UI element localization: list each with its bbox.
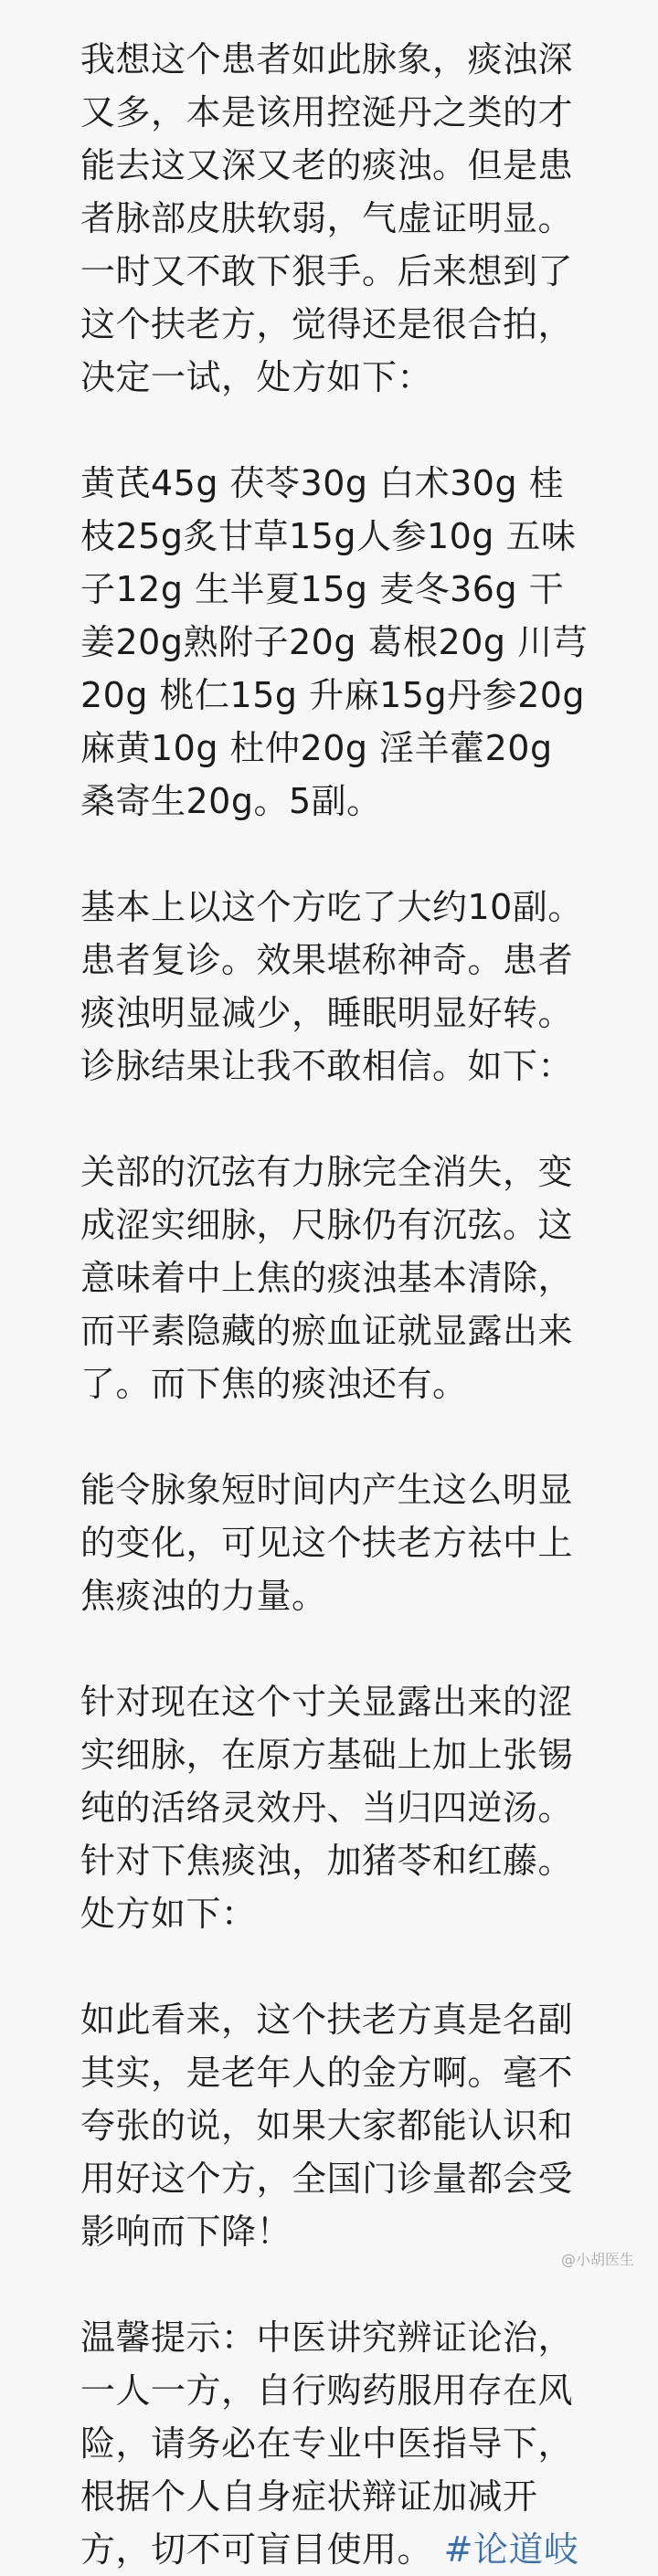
text-line: 成涩实细脉，尺脉仍有沉弦。这	[80, 1205, 574, 1245]
text-line: 针对下焦痰浊，加猪苓和红藤。	[80, 1841, 574, 1881]
text-line: 子12g 生半夏15g 麦冬36g 干	[80, 569, 565, 609]
paragraph	[80, 33, 629, 404]
text-line: 针对现在这个寸关显露出来的涩	[80, 1682, 574, 1722]
paragraph-gap	[80, 2258, 629, 2311]
article-body	[80, 33, 629, 2576]
text-line: 温馨提示：中医讲究辨证论治，	[80, 2317, 574, 2358]
text-line: 影响而下降！	[80, 2212, 292, 2252]
text-line: 了。而下焦的痰浊还有。	[80, 1364, 468, 1404]
text-line: 实细脉，在原方基础上加上张锡	[80, 1735, 574, 1775]
text-line: 桑寄生20g。5副。	[80, 781, 382, 821]
text-line-content: 方，切不可盲目使用。	[80, 2529, 433, 2570]
text-line: 根据个人自身症状辩证加减开	[80, 2476, 538, 2517]
text-line: 用好这个方，全国门诊量都会受	[80, 2159, 574, 2199]
paragraph-gap	[80, 404, 629, 457]
text-line: 意味着中上焦的痰浊基本清除，	[80, 1258, 574, 1298]
text-line: 患者复诊。效果堪称神奇。患者	[80, 940, 574, 980]
text-line: 又多，本是该用控涎丹之类的才	[80, 92, 574, 132]
text-line: 焦痰浊的力量。	[80, 1576, 327, 1616]
text-line: 者脉部皮肤软弱，气虚证明显。	[80, 198, 574, 238]
text-line: 如此看来，这个扶老方真是名副	[80, 2000, 574, 2040]
paragraph	[80, 881, 629, 1093]
text-line: 险，请务必在专业中医指导下，	[80, 2423, 574, 2464]
text-line: 的变化，可见这个扶老方祛中上	[80, 1523, 574, 1563]
text-line: 枝25g炙甘草15g人参10g 五味	[80, 516, 577, 556]
paragraph	[80, 1993, 629, 2258]
text-line: 痰浊明显减少，睡眠明显好转。	[80, 993, 574, 1033]
paragraph-gap	[80, 1622, 629, 1675]
text-line: 姜20g熟附子20g 葛根20g 川芎	[80, 622, 589, 662]
paragraph	[80, 1463, 629, 1622]
text-line: 基本上以这个方吃了大约10副。	[80, 887, 583, 927]
text-line: 20g 桃仁15g 升麻15g丹参20g	[80, 675, 586, 715]
text-line: 其实，是老年人的金方啊。毫不	[80, 2053, 574, 2093]
hashtag-link[interactable]: #论道岐	[443, 2529, 579, 2570]
paragraph	[80, 457, 629, 828]
text-line: 夸张的说，如果大家都能认识和	[80, 2106, 574, 2146]
text-line: 这个扶老方，觉得还是很合拍，	[80, 304, 574, 344]
paragraph-gap	[80, 828, 629, 881]
text-line: 麻黄10g 杜仲20g 淫羊藿20g	[80, 728, 553, 768]
paragraph	[80, 1675, 629, 1940]
text-line: 能令脉象短时间内产生这么明显	[80, 1470, 574, 1510]
watermark: @小胡医生	[560, 2251, 634, 2268]
paragraph-gap	[80, 1410, 629, 1463]
text-line: 一人一方，自行购药服用存在风	[80, 2370, 574, 2411]
text-line: 能去这又深又老的痰浊。但是患	[80, 145, 574, 185]
text-line: 处方如下：	[80, 1894, 257, 1934]
text-line: 决定一试，处方如下：	[80, 357, 433, 397]
text-line: 而平素隐藏的瘀血证就显露出来	[80, 1311, 574, 1351]
text-line: 纯的活络灵效丹、当归四逆汤。	[80, 1788, 574, 1828]
text-line	[80, 2523, 629, 2576]
text-line: 诊脉结果让我不敢相信。如下：	[80, 1046, 574, 1086]
paragraph-gap	[80, 1940, 629, 1993]
paragraph-gap	[80, 1093, 629, 1145]
paragraph	[80, 1145, 629, 1410]
text-line: 一时又不敢下狠手。后来想到了	[80, 251, 574, 291]
text-line: 关部的沉弦有力脉完全消失，变	[80, 1152, 574, 1192]
text-line: 我想这个患者如此脉象，痰浊深	[80, 39, 574, 79]
paragraph	[80, 2311, 629, 2576]
text-line: 黄芪45g 茯苓30g 白术30g 桂	[80, 463, 565, 503]
